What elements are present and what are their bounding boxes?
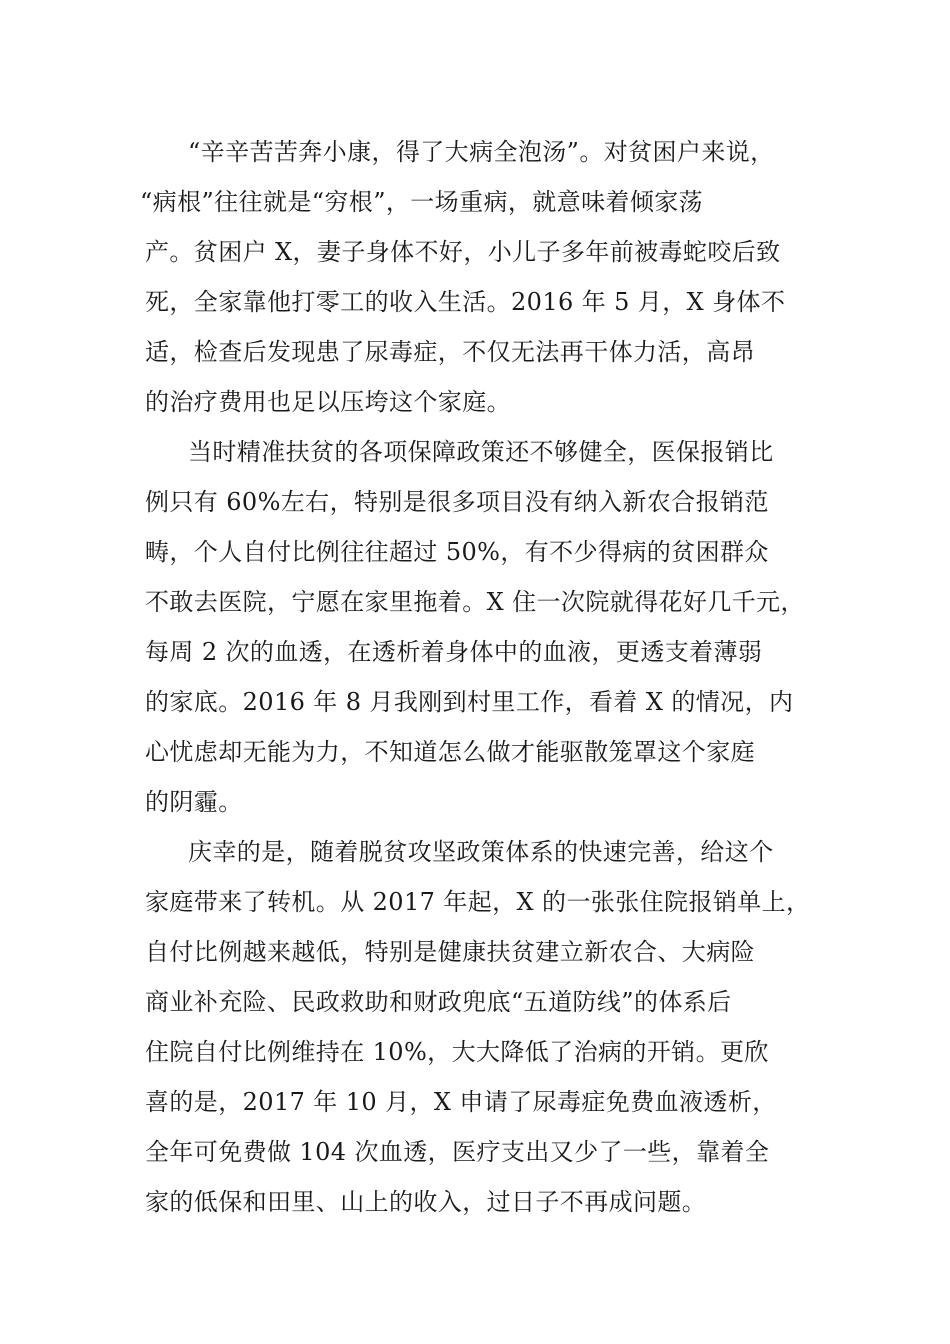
- paragraph-3-line-2: 家庭带来了转机。从 2017 年起，X 的一张张住院报销单上，: [145, 888, 811, 916]
- paragraph-2-line-8: 的阴霾。: [145, 788, 243, 816]
- paragraph-1-line-1: “辛辛苦苦奔小康，得了大病全泡汤”。对贫困户来说，: [188, 138, 775, 166]
- paragraph-2-line-1: 当时精准扶贫的各项保障政策还不够健全，医保报销比: [188, 438, 774, 466]
- paragraph-3-line-1: 庆幸的是，随着脱贫攻坚政策体系的快速完善，给这个: [188, 838, 774, 866]
- paragraph-1-line-4: 死，全家靠他打零工的收入生活。2016 年 5 月，X 身体不: [145, 288, 786, 316]
- paragraph-1-line-2: “病根”往往就是“穷根”，一场重病，就意味着倾家荡: [140, 188, 704, 216]
- paragraph-2-line-7: 心忧虑却无能为力，不知道怎么做才能驱散笼罩这个家庭: [145, 738, 755, 766]
- paragraph-2-line-4: 不敢去医院，宁愿在家里拖着。X 住一次院就得花好几千元，: [145, 588, 805, 616]
- paragraph-1-line-5: 适，检查后发现患了尿毒症，不仅无法再干体力活，高昂: [145, 338, 755, 366]
- paragraph-2-line-3: 畴，个人自付比例往往超过 50%，有不少得病的贫困群众: [145, 538, 769, 566]
- paragraph-2-line-6: 的家底。2016 年 8 月我刚到村里工作，看着 X 的情况，内: [145, 688, 794, 716]
- paragraph-3-line-3: 自付比例越来越低，特别是健康扶贫建立新农合、大病险: [145, 938, 755, 966]
- paragraph-2-line-5: 每周 2 次的血透，在透析着身体中的血液，更透支着薄弱: [145, 638, 763, 666]
- paragraph-3-line-7: 全年可免费做 104 次血透，医疗支出又少了一些，靠着全: [145, 1138, 770, 1166]
- paragraph-3-line-4: 商业补充险、民政救助和财政兜底“五道防线”的体系后: [145, 988, 732, 1016]
- paragraph-2-line-2: 例只有 60%左右，特别是很多项目没有纳入新农合报销范: [145, 488, 769, 516]
- paragraph-3-line-8: 家的低保和田里、山上的收入，过日子不再成问题。: [145, 1188, 707, 1216]
- paragraph-3-line-6: 喜的是，2017 年 10 月，X 申请了尿毒症免费血液透析，: [145, 1088, 777, 1116]
- paragraph-1-line-3: 产。贫困户 X，妻子身体不好，小儿子多年前被毒蛇咬后致: [145, 238, 781, 266]
- paragraph-3-line-5: 住院自付比例维持在 10%，大大降低了治病的开销。更欣: [145, 1038, 769, 1066]
- paragraph-1-line-6: 的治疗费用也足以压垮这个家庭。: [145, 388, 511, 416]
